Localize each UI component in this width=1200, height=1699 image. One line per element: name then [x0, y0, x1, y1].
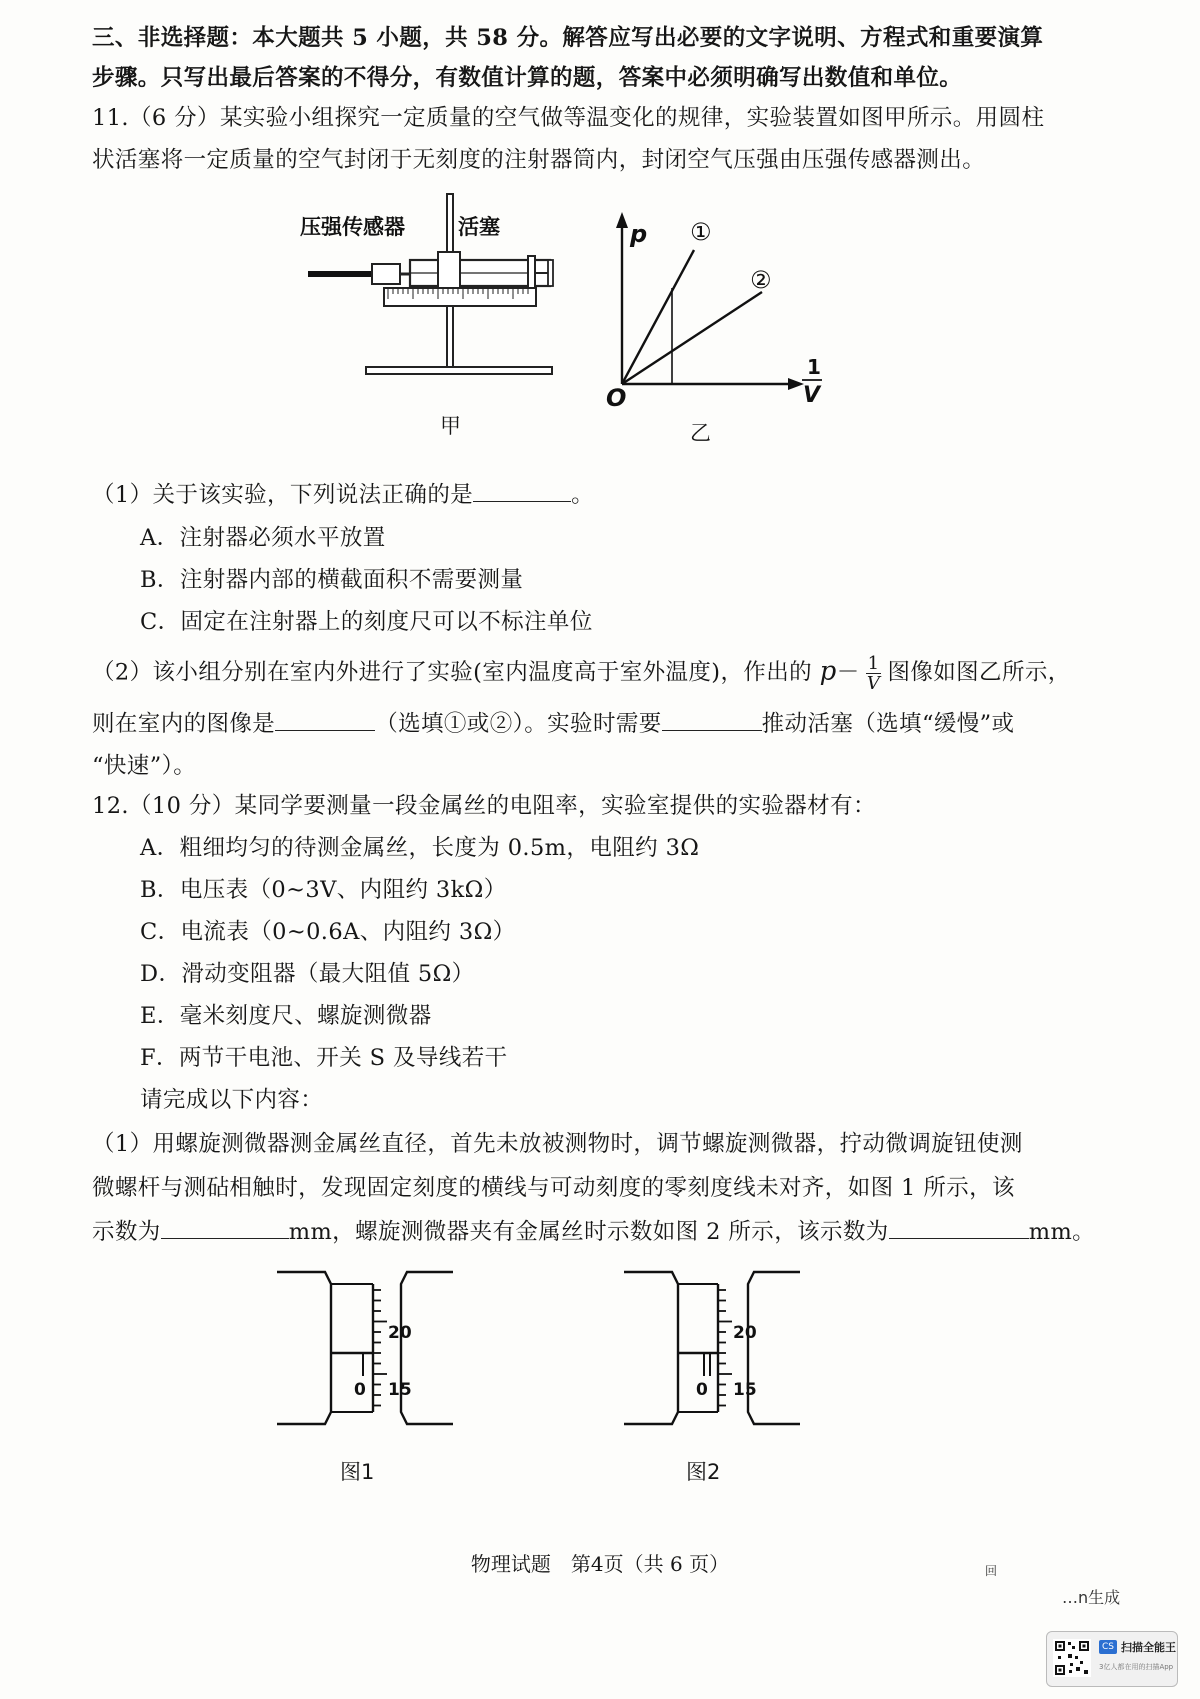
x-axis-arrow-icon	[788, 378, 804, 390]
origin-label: O	[606, 384, 627, 408]
q12-part1-line3	[92, 1214, 1095, 1246]
fig1-tick-label-15: 15	[388, 1380, 412, 1400]
y-axis-label: p	[630, 220, 648, 248]
x-axis-label-numerator: 1	[807, 355, 821, 379]
stray-mark-1: 回	[985, 1564, 998, 1578]
stray-mark-2: …n生成	[1062, 1588, 1121, 1607]
q11-part2-text-e: 推动活塞（选填“缓慢”或	[761, 711, 1015, 737]
cs-logo-icon: CS	[1099, 1640, 1117, 1654]
q12-part1-line1: （1）用螺旋测微器测金属丝直径，首先未放被测物时，调节螺旋测微器，拧动微调旋钮使测	[92, 1131, 1023, 1157]
fig2-tick-label-15: 15	[733, 1380, 757, 1400]
q11-part1-end: 。	[571, 482, 595, 508]
stand-base	[366, 367, 552, 374]
q11-part1-line	[92, 477, 594, 509]
formula-dash: －	[836, 659, 860, 686]
q11-part2-indoor-blank[interactable]	[275, 710, 375, 731]
line-2-label: ②	[750, 266, 772, 294]
q12-intro: 12.（10 分）某同学要测量一段金属丝的电阻率，实验室提供的实验器材有：	[92, 793, 876, 819]
line-2	[622, 292, 762, 384]
q11-option-c: C．固定在注射器上的刻度尺可以不标注单位	[140, 609, 593, 635]
figure-1-caption: 图1	[340, 1460, 375, 1484]
q11-part1-answer-blank[interactable]	[473, 481, 571, 502]
q12-item-c: C．电流表（0~0.6A、内阻约 3Ω）	[140, 919, 516, 945]
q11-part1-text: （1）关于该实验，下列说法正确的是	[92, 482, 474, 508]
formula-p: p	[819, 656, 837, 687]
q11-part2-line2	[92, 706, 1014, 738]
figure-yi-graph	[600, 208, 840, 408]
piston	[528, 256, 535, 290]
section-header-line2: 步骤。只写出最后答案的不得分，有数值计算的题，答案中必须明确写出数值和单位。	[92, 65, 963, 91]
q12-part1-zero-reading-blank[interactable]	[161, 1218, 289, 1239]
q11-part2-line1	[92, 654, 1071, 693]
fig2-zero-label: 0	[696, 1380, 708, 1400]
line-1-label: ①	[690, 218, 712, 246]
q12-item-b: B．电压表（0~3V、内阻约 3kΩ）	[140, 877, 507, 903]
q12-item-d: D．滑动变阻器（最大阻值 5Ω）	[140, 961, 475, 987]
line-1	[622, 250, 694, 384]
q11-part2-text-a: （2）该小组分别在室内外进行了实验(室内温度高于室外温度)，作出的	[92, 659, 813, 686]
q12-item-e: E．毫米刻度尺、螺旋测微器	[140, 1003, 432, 1029]
x-axis-label-denominator: V	[803, 383, 821, 408]
pressure-sensor	[372, 264, 400, 284]
formula-fraction-denominator: V	[866, 673, 881, 694]
q11-intro-line1: 11.（6 分）某实验小组探究一定质量的空气做等温变化的规律，实验装置如图甲所示。用圆柱	[92, 105, 1045, 131]
scanner-app-name: 扫描全能王	[1121, 1641, 1176, 1654]
figure-jia-apparatus	[300, 190, 570, 430]
q12-item-f: F．两节干电池、开关 S 及导线若干	[140, 1045, 508, 1071]
section-header-line1: 三、非选择题：本大题共 5 小题，共 58 分。解答应写出必要的文字说明、方程式和重要演算	[92, 25, 1044, 51]
scanner-watermark-badge	[1046, 1631, 1178, 1687]
scanner-app-subtitle: 3亿人都在用的扫描App	[1099, 1663, 1174, 1671]
q12-part1-text-a: 示数为	[92, 1219, 161, 1245]
fig2-tick-label-20: 20	[733, 1323, 757, 1343]
q12-part1-text-b: mm，螺旋测微器夹有金属丝时示数如图 2 所示，该示数为	[288, 1219, 889, 1245]
formula-fraction-numerator: 1	[867, 653, 880, 674]
q11-option-b: B．注射器内部的横截面积不需要测量	[140, 567, 524, 593]
q11-part2-text-c: 则在室内的图像是	[92, 711, 276, 737]
pressure-sensor-label: 压强传感器	[300, 215, 405, 239]
q11-intro-line2: 状活塞将一定质量的空气封闭于无刻度的注射器筒内，封闭空气压强由压强传感器测出。	[92, 147, 986, 173]
q12-part1-wire-reading-blank[interactable]	[889, 1218, 1029, 1239]
figure-jia-caption: 甲	[440, 414, 461, 438]
figure-2-caption: 图2	[686, 1460, 721, 1484]
qr-code-icon	[1053, 1639, 1091, 1677]
figure-yi-caption: 乙	[690, 421, 711, 445]
micrometer-figure-2	[622, 1262, 802, 1437]
y-axis-arrow-icon	[616, 212, 628, 228]
q11-part2-line3: “快速”）。	[92, 753, 197, 779]
q12-item-a: A．粗细均匀的待测金属丝，长度为 0.5m，电阻约 3Ω	[140, 835, 700, 861]
q12-part1-text-c: mm。	[1028, 1219, 1096, 1245]
q11-part2-speed-blank[interactable]	[662, 710, 762, 731]
q11-part2-text-d: （选填①或②）。实验时需要	[375, 711, 662, 737]
formula-fraction	[866, 654, 882, 693]
piston-label: 活塞	[458, 215, 500, 239]
fig1-tick-label-20: 20	[388, 1323, 412, 1343]
micrometer-figure-1	[275, 1262, 455, 1437]
q11-part2-text-b: 图像如图乙所示，	[887, 659, 1071, 686]
q12-part1-line2: 微螺杆与测砧相触时，发现固定刻度的横线与可动刻度的零刻度线未对齐，如图 1 所示，该	[92, 1175, 1015, 1201]
page-footer: 物理试题 第4页（共 6 页）	[470, 1552, 730, 1576]
q12-task: 请完成以下内容：	[140, 1087, 324, 1113]
q11-option-a: A．注射器必须水平放置	[140, 525, 386, 551]
fig1-zero-label: 0	[354, 1380, 366, 1400]
